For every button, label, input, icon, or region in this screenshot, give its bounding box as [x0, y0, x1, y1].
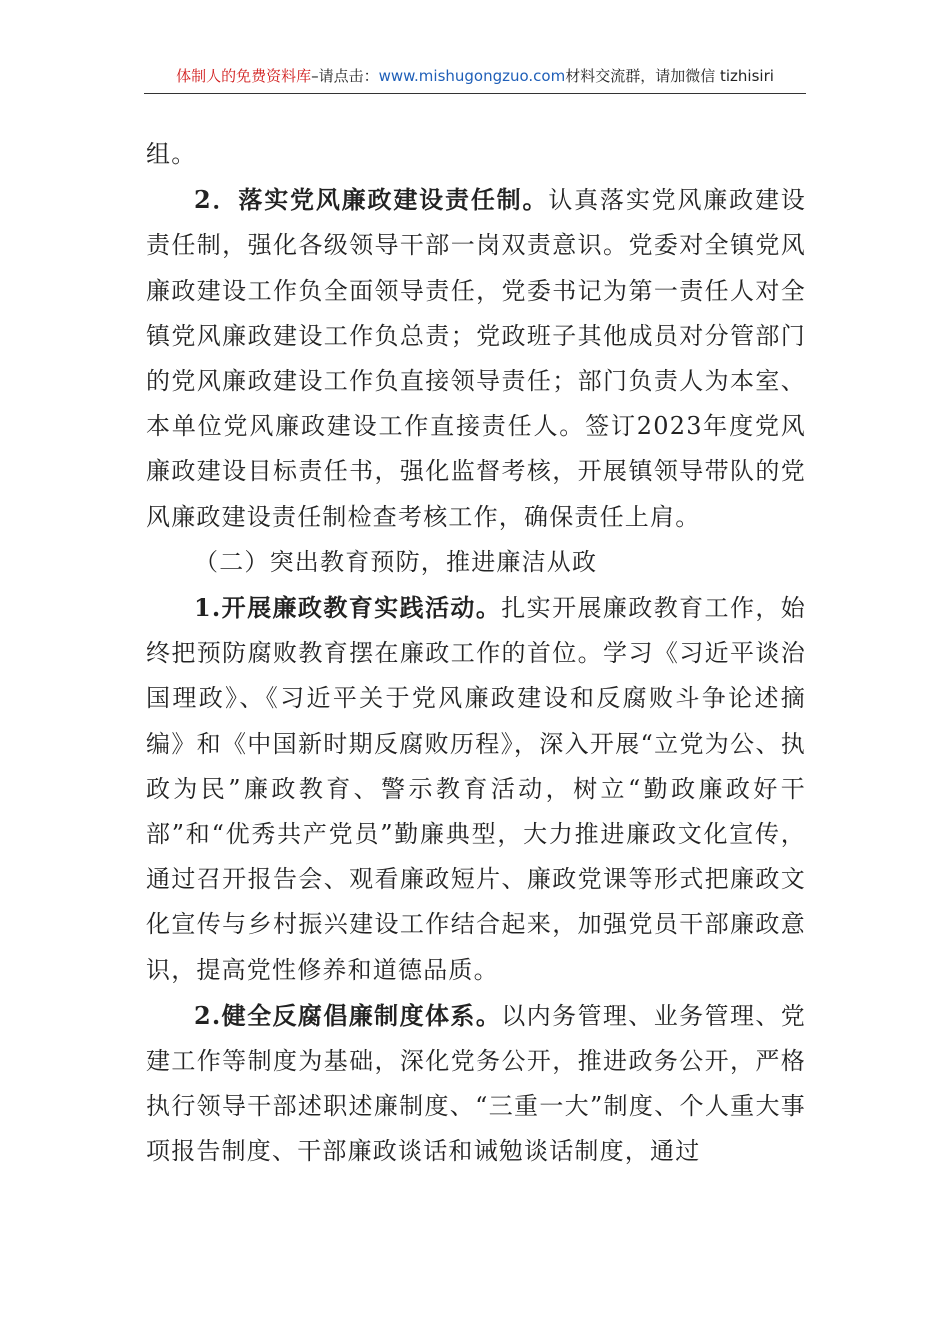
paragraph-anti-corruption-system: [146, 993, 806, 1175]
paragraph-heading: 2.健全反腐倡廉制度体系。: [194, 1000, 502, 1030]
header-site-name: 体制人的免费资料库: [176, 67, 312, 85]
header-contact: 材料交流群，请加微信 tizhisiri: [565, 67, 774, 85]
header-prompt: –请点击：: [311, 67, 379, 85]
paragraph-text: 组。: [146, 140, 197, 168]
paragraph-responsibility-system: [146, 177, 806, 540]
page-header: [144, 64, 806, 94]
paragraph-continuation: [146, 132, 806, 177]
paragraph-heading: 1.开展廉政教育实践活动。: [194, 593, 502, 623]
section-heading-text: （二）突出教育预防，推进廉洁从政: [194, 547, 598, 576]
paragraph-heading: 2．落实党风廉政建设责任制。: [194, 185, 549, 215]
paragraph-text: 认真落实党风廉政建设责任制，强化各级领导干部一岗双责意识。党委对全镇党风廉政建设工作负全面领导责任，党委书记为第一责任人对全镇党风廉政建设工作负总责；党政班子其他成员对分管部门的党风廉政建设工作负直接领导责任；部门负责人为本室、本单位党风廉政建设工作直接责任人。签订2023年度党风廉政建设目标责任书，强化监督考核，开展镇领导带队的党风廉政建设责任制检查考核工作，确保责任上肩。: [146, 186, 807, 531]
section-heading-education: [146, 540, 806, 585]
document-body: [146, 132, 806, 1175]
paragraph-text: 以内务管理、业务管理、党建工作等制度为基础，深化党务公开，推进政务公开，严格执行领导干部述职述廉制度、“三重一大”制度、个人重大事项报告制度、干部廉政谈话和诫勉谈话制度，通过: [146, 1001, 806, 1166]
header-url-link[interactable]: www.mishugongzuo.com: [378, 67, 566, 85]
paragraph-text: 扎实开展廉政教育工作，始终把预防腐败教育摆在廉政工作的首位。学习《习近平谈治国理政》、《习近平关于党风廉政建设和反腐败斗争论述摘编》和《中国新时期反腐败历程》，深入开展“立党为公、执政为民”廉政教育、警示教育活动，树立“勤政廉政好干部”和“优秀共产党员”勤廉典型，大力推进廉政文化宣传，通过召开报告会、观看廉政短片、廉政党课等形式把廉政文化宣传与乡村振兴建设工作结合起来，加强党员干部廉政意识，提高党性修养和道德品质。: [146, 594, 806, 984]
paragraph-education-activities: [146, 585, 806, 993]
